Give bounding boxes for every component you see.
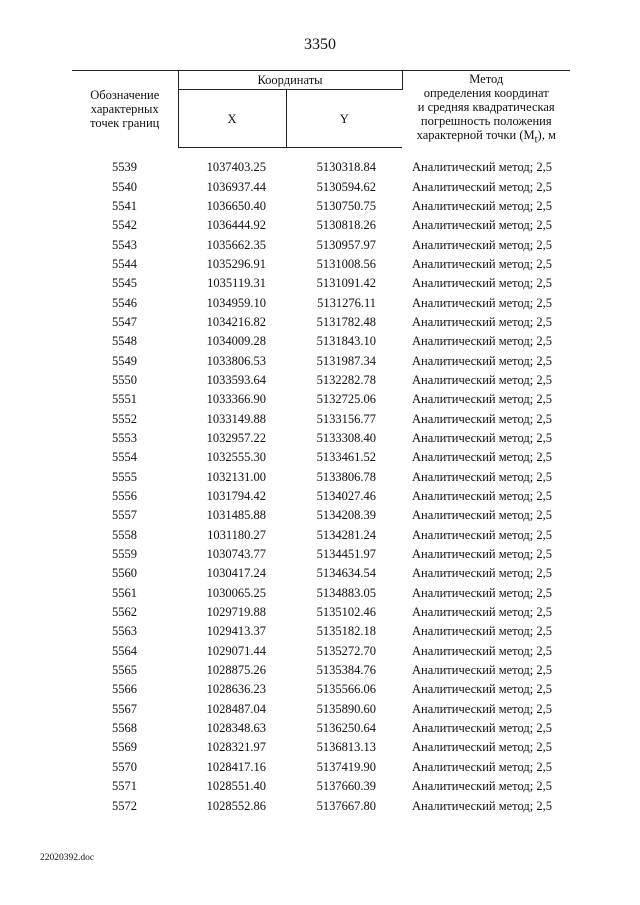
- cell-x: 1031180.27: [207, 527, 266, 542]
- cell-method: Аналитический метод; 2,5: [412, 334, 552, 349]
- cell-y: 5135890.60: [316, 701, 376, 716]
- cell-x: 1029413.37: [206, 624, 266, 639]
- cell-point: 5555: [112, 469, 137, 484]
- cell-x: 1032957.22: [206, 430, 266, 445]
- table-row: [72, 148, 570, 178]
- cell-method: Аналитический метод; 2,5: [412, 489, 552, 504]
- header-method-line: и средняя квадратическая: [417, 99, 555, 114]
- cell-point: 5568: [112, 721, 137, 736]
- cell-x: 1028417.16: [206, 759, 266, 774]
- table-row: [72, 448, 570, 467]
- table-row: [72, 777, 570, 796]
- table-header: [72, 71, 570, 148]
- cell-method: Аналитический метод; 2,5: [412, 450, 552, 465]
- cell-point: 5564: [112, 643, 137, 658]
- cell-y: 5130957.97: [316, 237, 376, 252]
- table-row: [72, 545, 570, 564]
- coordinates-table: [72, 70, 570, 816]
- header-method-line: ), м: [537, 127, 556, 142]
- table-row: [72, 409, 570, 428]
- cell-point: 5540: [112, 179, 137, 194]
- header-x: X: [178, 90, 286, 148]
- cell-point: 5559: [112, 547, 137, 562]
- cell-point: 5545: [112, 276, 137, 291]
- cell-point: 5562: [112, 605, 137, 620]
- cell-y: 5130318.84: [316, 160, 376, 175]
- cell-method: Аналитический метод; 2,5: [412, 469, 552, 484]
- cell-y: 5132725.06: [316, 392, 376, 407]
- table-row: [72, 642, 570, 661]
- table-row: [72, 700, 570, 719]
- cell-point: 5539: [112, 159, 137, 174]
- cell-point: 5556: [112, 489, 137, 504]
- table-row: [72, 216, 570, 235]
- cell-y: 5131987.34: [316, 353, 376, 368]
- cell-point: 5557: [112, 508, 137, 523]
- cell-x: 1030065.25: [206, 585, 266, 600]
- cell-method: Аналитический метод; 2,5: [412, 547, 552, 562]
- cell-point: 5570: [112, 759, 137, 774]
- cell-y: 5131008.56: [316, 256, 376, 271]
- cell-point: 5549: [112, 353, 137, 368]
- cell-x: 1032555.30: [206, 450, 266, 465]
- cell-method: Аналитический метод; 2,5: [412, 411, 552, 426]
- table-row: [72, 313, 570, 332]
- cell-y: 5133308.40: [316, 430, 376, 445]
- cell-x: 1033593.64: [206, 372, 266, 387]
- cell-x: 1035296.91: [206, 256, 266, 271]
- cell-point: 5561: [112, 585, 137, 600]
- cell-x: 1030417.24: [206, 566, 266, 581]
- cell-x: 1029071.44: [206, 643, 266, 658]
- cell-x: 1028552.86: [206, 798, 266, 813]
- cell-y: 5136250.64: [316, 721, 376, 736]
- cell-point: 5571: [112, 779, 137, 794]
- header-point-line: точек границ: [90, 116, 160, 131]
- cell-method: Аналитический метод; 2,5: [412, 430, 552, 445]
- cell-x: 1034216.82: [206, 314, 266, 329]
- cell-method: Аналитический метод; 2,5: [412, 372, 552, 387]
- cell-x: 1028551.40: [206, 779, 266, 794]
- cell-y: 5134451.97: [316, 547, 376, 562]
- header-method-line: погрешность положения: [420, 113, 552, 128]
- cell-method: Аналитический метод; 2,5: [412, 721, 552, 736]
- table-row: [72, 351, 570, 370]
- cell-y: 5135272.70: [316, 643, 376, 658]
- table-row: [72, 197, 570, 216]
- cell-y: 5136813.13: [316, 740, 376, 755]
- cell-y: 5130594.62: [316, 179, 376, 194]
- cell-method: Аналитический метод; 2,5: [412, 295, 552, 310]
- header-point-designation: [72, 71, 178, 148]
- cell-y: 5131091.42: [316, 276, 376, 291]
- cell-method: Аналитический метод; 2,5: [412, 605, 552, 620]
- cell-method: Аналитический метод; 2,5: [412, 508, 552, 523]
- cell-method: Аналитический метод; 2,5: [412, 624, 552, 639]
- cell-x: 1036444.92: [206, 218, 266, 233]
- cell-point: 5554: [112, 450, 137, 465]
- cell-x: 1032131.00: [206, 469, 266, 484]
- cell-x: 1028487.04: [206, 701, 266, 716]
- header-method: [402, 71, 570, 148]
- cell-point: 5565: [112, 663, 137, 678]
- cell-method: Аналитический метод; 2,5: [412, 643, 552, 658]
- cell-x: 1035119.31: [207, 276, 266, 291]
- table-row: [72, 255, 570, 274]
- table-row: [72, 177, 570, 196]
- cell-x: 1029719.88: [206, 605, 266, 620]
- table-row: [72, 661, 570, 680]
- cell-point: 5543: [112, 237, 137, 252]
- cell-point: 5544: [112, 256, 137, 271]
- table-row: [72, 564, 570, 583]
- cell-x: 1033366.90: [206, 392, 266, 407]
- cell-y: 5135182.18: [316, 624, 376, 639]
- cell-x: 1034009.28: [206, 334, 266, 349]
- header-method-subscript: t: [534, 134, 538, 145]
- table-row: [72, 758, 570, 777]
- table-row: [72, 719, 570, 738]
- table-row: [72, 506, 570, 525]
- table-row: [72, 429, 570, 448]
- cell-x: 1031485.88: [206, 508, 266, 523]
- cell-y: 5137419.90: [316, 759, 376, 774]
- cell-point: 5551: [112, 392, 137, 407]
- cell-point: 5550: [112, 372, 137, 387]
- cell-point: 5566: [112, 682, 137, 697]
- cell-x: 1031794.42: [206, 489, 266, 504]
- cell-x: 1028321.97: [206, 740, 266, 755]
- table-row: [72, 293, 570, 312]
- header-method-line: характерной точки (M: [416, 127, 535, 142]
- cell-y: 5133156.77: [316, 411, 376, 426]
- cell-method: Аналитический метод; 2,5: [412, 314, 552, 329]
- cell-method: Аналитический метод; 2,5: [412, 392, 552, 407]
- header-method-line: определения координат: [423, 85, 549, 100]
- table-row: [72, 680, 570, 699]
- cell-x: 1037403.25: [206, 160, 266, 175]
- table-row: [72, 468, 570, 487]
- cell-y: 5131782.48: [316, 314, 376, 329]
- cell-x: 1033149.88: [206, 411, 266, 426]
- cell-y: 5130818.26: [316, 218, 376, 233]
- cell-x: 1035662.35: [206, 237, 266, 252]
- cell-method: Аналитический метод; 2,5: [412, 237, 552, 252]
- cell-y: 5134281.24: [316, 527, 376, 542]
- cell-method: Аналитический метод; 2,5: [412, 527, 552, 542]
- cell-method: Аналитический метод; 2,5: [412, 798, 552, 813]
- cell-point: 5572: [112, 798, 137, 813]
- cell-y: 5137660.39: [316, 779, 376, 794]
- table-row: [72, 235, 570, 254]
- cell-method: Аналитический метод; 2,5: [412, 198, 552, 213]
- cell-method: Аналитический метод; 2,5: [412, 179, 552, 194]
- table-row: [72, 526, 570, 545]
- cell-x: 1030743.77: [206, 547, 266, 562]
- cell-method: Аналитический метод; 2,5: [412, 740, 552, 755]
- cell-point: 5541: [112, 198, 137, 213]
- header-y: Y: [286, 90, 402, 148]
- cell-y: 5130750.75: [316, 198, 376, 213]
- table-row: [72, 332, 570, 351]
- cell-point: 5546: [112, 295, 137, 310]
- cell-method: Аналитический метод; 2,5: [412, 353, 552, 368]
- cell-x: 1036650.40: [206, 198, 266, 213]
- header-method-line: Метод: [469, 71, 504, 86]
- cell-method: Аналитический метод; 2,5: [412, 256, 552, 271]
- cell-x: 1036937.44: [206, 179, 266, 194]
- cell-point: 5563: [112, 624, 137, 639]
- cell-point: 5558: [112, 527, 137, 542]
- cell-y: 5133461.52: [316, 450, 376, 465]
- cell-method: Аналитический метод; 2,5: [412, 779, 552, 794]
- header-point-line: Обозначение: [90, 88, 160, 103]
- cell-y: 5134027.46: [316, 489, 376, 504]
- cell-point: 5553: [112, 430, 137, 445]
- cell-method: Аналитический метод; 2,5: [412, 585, 552, 600]
- cell-y: 5132282.78: [316, 372, 376, 387]
- cell-y: 5135566.06: [316, 682, 376, 697]
- header-coordinates: Координаты: [178, 71, 402, 90]
- cell-x: 1028875.26: [206, 663, 266, 678]
- cell-y: 5135102.46: [316, 605, 376, 620]
- cell-y: 5135384.76: [316, 663, 376, 678]
- cell-y: 5137667.80: [316, 798, 376, 813]
- cell-point: 5569: [112, 740, 137, 755]
- cell-method: Аналитический метод; 2,5: [412, 682, 552, 697]
- cell-y: 5131843.10: [316, 334, 376, 349]
- cell-y: 5131276.11: [317, 295, 376, 310]
- cell-y: 5133806.78: [316, 469, 376, 484]
- cell-x: 1034959.10: [206, 295, 266, 310]
- cell-point: 5547: [112, 314, 137, 329]
- cell-method: Аналитический метод; 2,5: [412, 218, 552, 233]
- cell-method: Аналитический метод; 2,5: [412, 759, 552, 774]
- page-number: 3350: [304, 36, 336, 53]
- table-row: [72, 796, 570, 815]
- cell-method: Аналитический метод; 2,5: [412, 663, 552, 678]
- cell-point: 5542: [112, 218, 137, 233]
- table-row: [72, 390, 570, 409]
- cell-point: 5560: [112, 566, 137, 581]
- table-row: [72, 371, 570, 390]
- table-row: [72, 603, 570, 622]
- cell-y: 5134208.39: [316, 508, 376, 523]
- cell-method: Аналитический метод; 2,5: [412, 701, 552, 716]
- table-row: [72, 487, 570, 506]
- table-body: [72, 148, 570, 816]
- cell-y: 5134634.54: [316, 566, 376, 581]
- cell-method: Аналитический метод; 2,5: [412, 159, 552, 174]
- cell-x: 1028636.23: [206, 682, 266, 697]
- footer-doc-name: 22020392.doc: [40, 853, 95, 863]
- cell-x: 1033806.53: [206, 353, 266, 368]
- cell-point: 5552: [112, 411, 137, 426]
- cell-method: Аналитический метод; 2,5: [412, 276, 552, 291]
- cell-y: 5134883.05: [316, 585, 376, 600]
- header-point-line: характерных: [90, 102, 159, 117]
- cell-point: 5548: [112, 334, 137, 349]
- table-row: [72, 274, 570, 293]
- cell-method: Аналитический метод; 2,5: [412, 566, 552, 581]
- table-row: [72, 584, 570, 603]
- table-row: [72, 738, 570, 757]
- cell-x: 1028348.63: [206, 721, 266, 736]
- cell-point: 5567: [112, 701, 137, 716]
- table-row: [72, 622, 570, 641]
